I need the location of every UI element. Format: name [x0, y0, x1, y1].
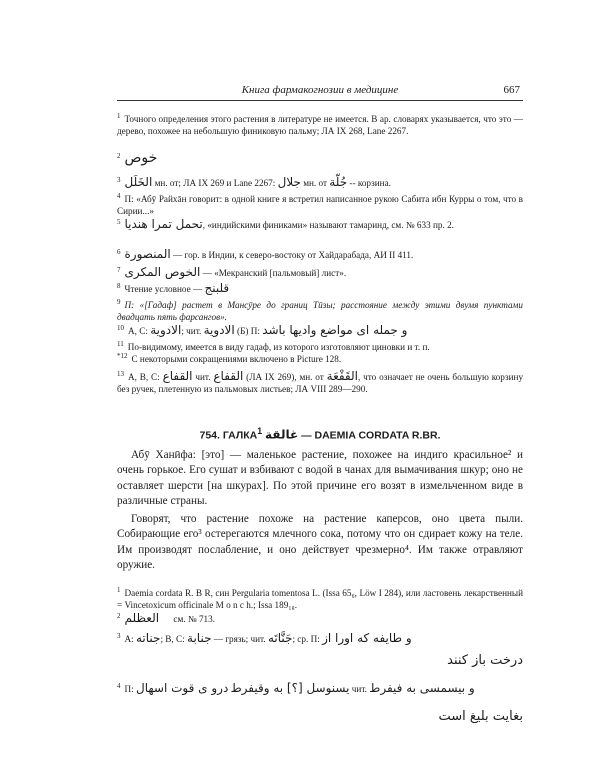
entry-paragraph-2: Говорят, что растение похоже на растение каперсов, оно цвета пыли. Собирающие его³ остерегаются млечного сока, потому что он сдирает кожу на теле. Им производят послабление, и оно действует чрезмерно⁴. Им также отравляют оружие. [117, 513, 523, 572]
footnote-8: $^8$ Чтение условное — قلبنج [117, 281, 230, 296]
footnote-1: $^1$ Точного определения этого растения в литературе не имеется. В ар. словарях указывается, что это — дерево, похожее на небольшую финиковую пальму; ЛА IX 268, Lane 2267. [117, 112, 523, 137]
bottom-footnote-3-continuation: درخت باز کنند [447, 653, 523, 668]
entry-heading [117, 426, 523, 442]
footnote-4: $^4$ П: «Абӯ Райхāн говорит: в одной книге я встретил написанное рукою Сабита ибн Курры о том, что в Сирии...» [117, 192, 523, 217]
footnote-11: $^{11}$ По-видимому, имеется в виду гадаф, из которого изготовляют циновки и т. п. [117, 340, 430, 353]
footnote-7: $^7$ الخوص المكرى — «Мекранский [пальмовый] лист». [117, 265, 347, 280]
bottom-footnote-4: $^4$ П: درو ی قوت اسهال یسنوسل [؟] به وقیفرط чит. و بیسمسی به فیفرط [117, 681, 475, 696]
entry-number: 754. [199, 429, 220, 442]
entry-name: ГАЛКА [222, 429, 258, 442]
footnote-5: $^5$ تحمل تمرا هنديا, «индийскими финиками» называют тамаринд, см. № 633 пр. 2. [117, 217, 454, 232]
header-rule [117, 100, 523, 101]
entry-arabic-name: غالقة [265, 427, 299, 442]
footnote-2: $^2$ خوص [117, 150, 158, 167]
footnote-10: $^{10}$ A, C: الادوية; чит. الادوية (Б) П: و جمله ای مواضع واديها باشد [117, 323, 408, 338]
entry-note-ref: 1 [257, 426, 263, 436]
footnote-3: $^3$ الخَلَل мн. от; ЛА IX 269 и Lane 2267: جلال мн. от جُلّة -- корзина. [117, 175, 391, 190]
footnote-12: $^{*12}$ С некоторыми сокращениями включено в Picture 128. [117, 352, 342, 365]
running-head: Книга фармакогнозии в медицине [241, 84, 399, 96]
entry-paragraph-1: Абӯ Ханӣфа: [это] — маленькое растение, похожее на индиго красильное² и очень горькое. Его сушат и взбивают с водой в чанах для вымачивания шкур; оно не оставляет шерсти [на шкурах]. По этой причине его возят в измельченном виде в различные страны. [117, 449, 523, 508]
footnote-6: $^6$ المنصورة — гор. в Индии, к северо-востоку от Хайдарабада, АИ II 411. [117, 247, 414, 262]
footnote-9: $^9$ П: «[Гадаф] растет в Манс̣ӯре до границ Тӣзы; расстояние между этими двумя пунктами двадцать пять фарсангов». [117, 298, 523, 323]
entry-latin-name: — DAEMIA CORDATA R.BR. [301, 429, 441, 442]
bottom-footnote-4-continuation: بغایت بلیغ است [438, 709, 523, 724]
footnote-13: $^{13}$ A, B, C: القفاع чит. القفاع (ЛА IX 269), мн. от القَفْعَة, что означает не очень большую корзину без ручек, плетенную из пальмовых листьев; ЛА VIII 289—290. [117, 369, 524, 395]
bottom-footnote-1: $^1$ Daemia cordata R. B R, син Pergularia tomentosa L. (Issa 65₆, Löw I 284), или ластовень лекарственный = Vincetoxicum officinale M o n c h.; Issa 189₁₈. [117, 586, 523, 611]
bottom-footnote-3: $^3$ A: جناته; B, C: جنابة — грязь; чит. جَنَّاتَه; ср. П: و طایفه که اورا از [117, 631, 412, 646]
page-number: 667 [503, 84, 520, 96]
bottom-footnote-2: $^2$ العظلم см. № 713. [117, 611, 216, 626]
